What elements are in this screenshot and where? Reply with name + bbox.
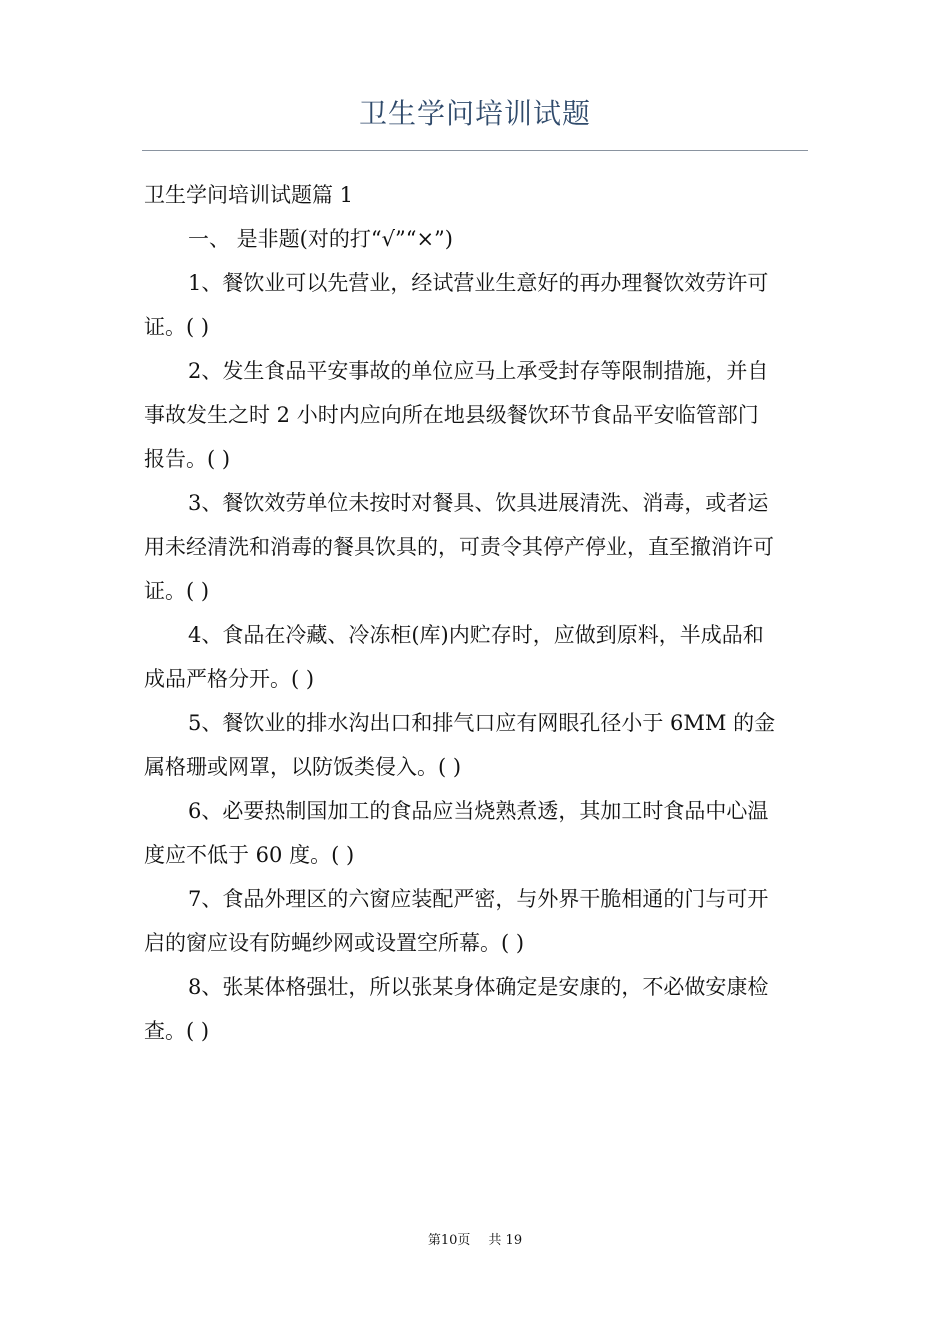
body-line: 事故发生之时 2 小时内应向所在地县级餐饮环节食品平安临管部门 [144,403,759,427]
body-line: 1、餐饮业可以先营业，经试营业生意好的再办理餐饮效劳许可 [188,271,769,295]
body-line: 卫生学问培训试题篇 1 [144,183,354,207]
body-line: 5、餐饮业的排水沟出口和排气口应有网眼孔径小于 6MM 的金 [188,711,776,735]
body-line: 属格珊或网罩，以防饭类侵入。( ) [144,755,462,779]
body-line: 用未经清洗和消毒的餐具饮具的，可责令其停产停业，直至撤消许可 [144,535,774,559]
body-line: 4、食品在冷藏、冷冻柜(库)内贮存时，应做到原料，半成品和 [188,623,764,647]
body-line: 报告。( ) [144,447,231,471]
page-footer [0,1232,950,1250]
body-line: 7、食品外理区的六窗应装配严密，与外界干脆相通的门与可开 [188,887,769,911]
document-title: 卫生学问培训试题 [358,97,591,130]
body-line: 6、必要热制国加工的食品应当烧熟煮透，其加工时食品中心温 [188,799,769,823]
body-line: 一、 是非题(对的打“√”“×”) [188,227,453,251]
body-line: 度应不低于 60 度。( ) [144,843,355,867]
body-line: 证。( ) [144,579,210,603]
body-line: 成品严格分开。( ) [144,667,315,691]
title-divider [142,150,808,151]
page-number: 第10页 [427,1233,471,1248]
body-line: 查。( ) [144,1019,210,1043]
body-line: 启的窗应设有防蝇纱网或设置空所幕。( ) [144,931,525,955]
body-line: 8、张某体格强壮，所以张某身体确定是安康的，不必做安康检 [188,975,769,999]
document-body [144,173,808,1053]
body-line: 证。( ) [144,315,210,339]
body-line: 2、发生食品平安事故的单位应马上承受封存等限制措施，并自 [188,359,769,383]
page-total: 共 19 [488,1233,523,1248]
body-line: 3、餐饮效劳单位未按时对餐具、饮具进展清洗、消毒，或者运 [188,491,769,515]
